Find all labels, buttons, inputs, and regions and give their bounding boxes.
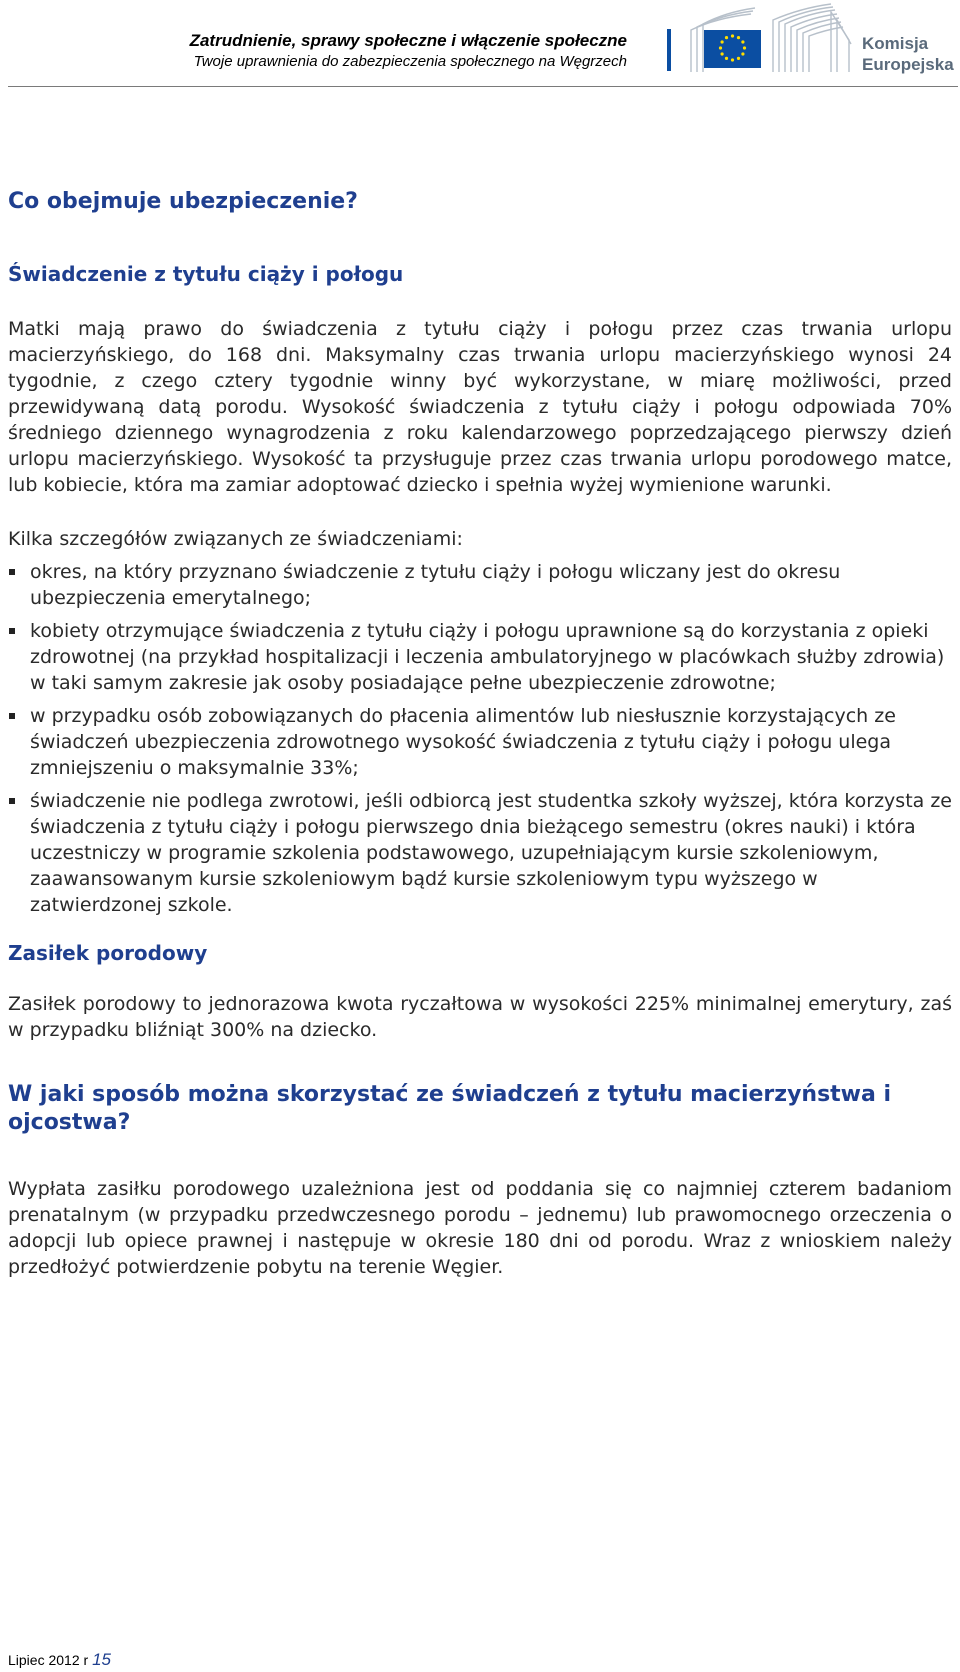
list-item <box>8 788 952 918</box>
details-intro: Kilka szczegółów związanych ze świadczeniami: <box>8 528 463 550</box>
list-item-text: świadczenie nie podlega zwrotowi, jeśli odbiorcą jest studentka szkoły wyższej, która korzysta ze świadczenia z tytułu ciąży i połogu pierwszego dnia bieżącego semestru (okres nauki) i która uczestniczy w programie szkolenia podstawowego, uzupełniającym kursie szkoleniowym, zaawansowanym kursie szkoleniowym bądź kursie szkoleniowym typu wyższego w zatwierdzonej szkole. <box>30 790 952 916</box>
section-heading-how-to-claim: W jaki sposób można skorzystać ze świadczeń z tytułu macierzyństwa i ojcostwa? <box>8 1082 892 1135</box>
page-number: 15 <box>92 1650 111 1669</box>
logo-line-komisja: Komisja <box>862 34 929 53</box>
birth-grant-paragraph: Zasiłek porodowy to jednorazowa kwota ryczałtowa w wysokości 225% minimalnej emerytury, zaś w przypadku bliźniąt 300% na dziecko. <box>8 993 952 1041</box>
maternity-benefit-paragraph: Matki mają prawo do świadczenia z tytułu ciąży i połogu przez czas trwania urlopu macierzyńskiego, do 168 dni. Maksymalny czas trwania urlopu macierzyńskiego wynosi 24 tygodnie, z czego cztery tygodnie winny być wykorzystane, w miarę możliwości, przed przewidywaną datą porodu. Wysokość świadczenia z tytułu ciąży i połogu odpowiada 70% średniego dziennego wynagrodzenia z roku kalendarzowego poprzedzającego pierwszy dzień urlopu macierzyńskiego. Wysokość ta przysługuje przez czas trwania urlopu porodowego matce, lub kobiecie, która ma zamiar adoptować dziecko i spełnia wyżej wymienione warunki. <box>8 318 952 496</box>
details-list <box>8 559 952 918</box>
how-to-claim-paragraph: Wypłata zasiłku porodowego uzależniona jest od poddania się co najmniej czterem badaniom prenatalnym (w przypadku przedwczesnego porodu – jednemu) lub prawomocnego orzeczenia o adopcji lub opiece prawnej i następuje w okresie 180 dni od porodu. Wraz z wnioskiem należy przedłożyć potwierdzenie pobytu na terenie Węgier. <box>8 1178 952 1278</box>
list-item-text: okres, na który przyznano świadczenie z tytułu ciąży i połogu wliczany jest do okresu ubezpieczenia emerytalnego; <box>30 561 841 609</box>
document-body <box>8 188 952 1280</box>
logo-line-europejska: Europejska <box>862 55 954 74</box>
section-heading-birth-grant: Zasiłek porodowy <box>8 941 208 965</box>
list-item-text: kobiety otrzymujące świadczenia z tytułu ciąży i połogu uprawnione są do korzystania z opieki zdrowotnej (na przykład hospitalizacji i leczenia ambulatoryjnego w placówkach służby zdrowia) w taki samym zakresie jak osoby posiadające pełne ubezpieczenie zdrowotne; <box>30 620 945 694</box>
header-title: Zatrudnienie, sprawy społeczne i włączenie społeczne <box>189 31 627 50</box>
header-text <box>190 30 627 72</box>
logo-wordmark <box>862 33 954 75</box>
list-item <box>8 618 952 696</box>
main-heading: Co obejmuje ubezpieczenie? <box>8 189 358 214</box>
header-subtitle: Twoje uprawnienia do zabezpieczenia społecznego na Węgrzech <box>193 53 627 70</box>
list-item <box>8 559 952 611</box>
list-item <box>8 703 952 781</box>
page-footer <box>8 1650 111 1670</box>
section-heading-maternity-benefit: Świadczenie z tytułu ciąży i połogu <box>8 262 404 286</box>
bullet-icon <box>9 569 15 575</box>
bullet-icon <box>9 713 15 719</box>
footer-date: Lipiec 2012 r <box>8 1652 89 1668</box>
bullet-icon <box>9 798 15 804</box>
header-rule <box>8 86 958 87</box>
list-item-text: w przypadku osób zobowiązanych do płacenia alimentów lub niesłusznie korzystających ze świadczeń ubezpieczenia zdrowotnego wysokość świadczenia z tytułu ciąży i połogu ulega zmniejszeniu o maksymalnie 33%; <box>30 705 896 779</box>
page-header <box>0 0 960 90</box>
header-divider <box>667 29 671 71</box>
bullet-icon <box>9 628 15 634</box>
